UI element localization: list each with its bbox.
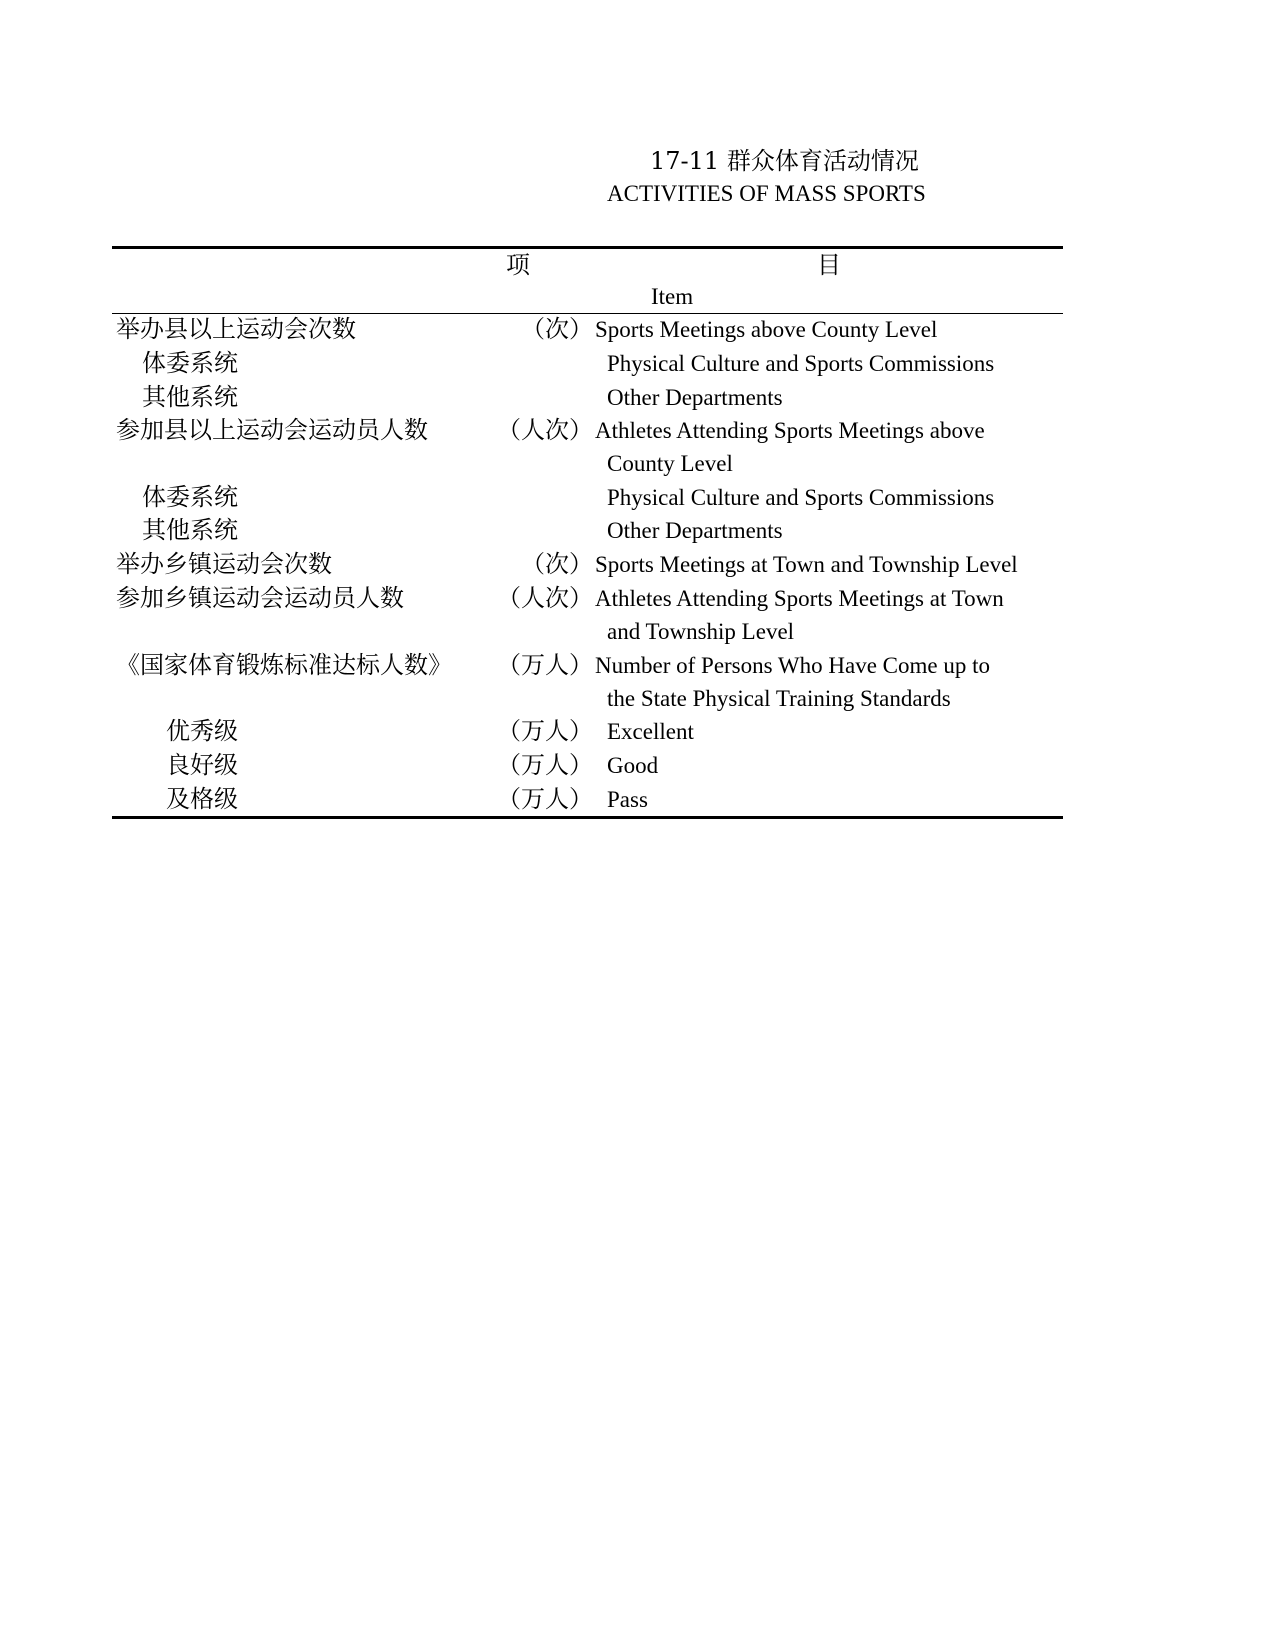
row-label-en: Physical Culture and Sports Commissions [607, 351, 995, 376]
row-label-cn: 优秀级 [166, 717, 238, 745]
row-unit: （次） [521, 550, 593, 578]
row-label-cn: 参加乡镇运动会运动员人数 [116, 584, 404, 612]
header-item: Item [651, 284, 694, 309]
row-label-cn: 其他系统 [142, 516, 238, 544]
row-label-en: Sports Meetings above County Level [595, 317, 938, 342]
header-xiang: 项 [506, 251, 530, 279]
row-label-cn: 其他系统 [142, 383, 238, 411]
row-unit: （人次） [497, 584, 593, 612]
row-label-cn: 举办县以上运动会次数 [116, 315, 356, 343]
row-label-en: Sports Meetings at Town and Township Level [595, 552, 1018, 577]
row-label-cn: 及格级 [166, 785, 238, 813]
row-label-en: Good [607, 753, 659, 778]
row-label-en [595, 649, 990, 715]
row-unit: （万人） [497, 751, 593, 779]
row-unit: （人次） [497, 416, 593, 444]
row-label-en-line2: County Level [607, 451, 733, 476]
table-top-rule [112, 246, 1063, 249]
row-label-en-line1: Number of Persons Who Have Come up to [595, 653, 990, 678]
row-label-en [595, 582, 1004, 648]
row-label-en: Other Departments [607, 518, 783, 543]
row-label-cn: 体委系统 [142, 349, 238, 377]
table-bottom-rule [112, 816, 1063, 819]
row-label-en: Physical Culture and Sports Commissions [607, 485, 995, 510]
row-unit: （万人） [497, 717, 593, 745]
row-unit: （次） [521, 315, 593, 343]
row-label-cn: 良好级 [166, 751, 238, 779]
row-unit: （万人） [497, 785, 593, 813]
activities-table [112, 246, 1063, 820]
row-label-en-line1: Athletes Attending Sports Meetings above [595, 418, 985, 443]
row-label-cn: 举办乡镇运动会次数 [116, 550, 332, 578]
row-label-en-line2: and Township Level [607, 619, 795, 644]
row-label-en: Pass [607, 787, 648, 812]
row-label-cn: 体委系统 [142, 483, 238, 511]
row-label-en: Other Departments [607, 385, 783, 410]
row-label-en: Excellent [607, 719, 694, 744]
row-label-cn: 《国家体育锻炼标准达标人数》 [116, 651, 452, 679]
header-mu: 目 [817, 251, 841, 279]
row-label-en [595, 414, 985, 480]
row-label-en-line1: Athletes Attending Sports Meetings at Town [595, 586, 1004, 611]
title-english: ACTIVITIES OF MASS SPORTS [607, 181, 926, 206]
row-label-cn: 参加县以上运动会运动员人数 [116, 416, 428, 444]
row-unit: （万人） [497, 651, 593, 679]
title-chinese: 17-11 群众体育活动情况 [650, 147, 919, 175]
row-label-en-line2: the State Physical Training Standards [607, 686, 951, 711]
